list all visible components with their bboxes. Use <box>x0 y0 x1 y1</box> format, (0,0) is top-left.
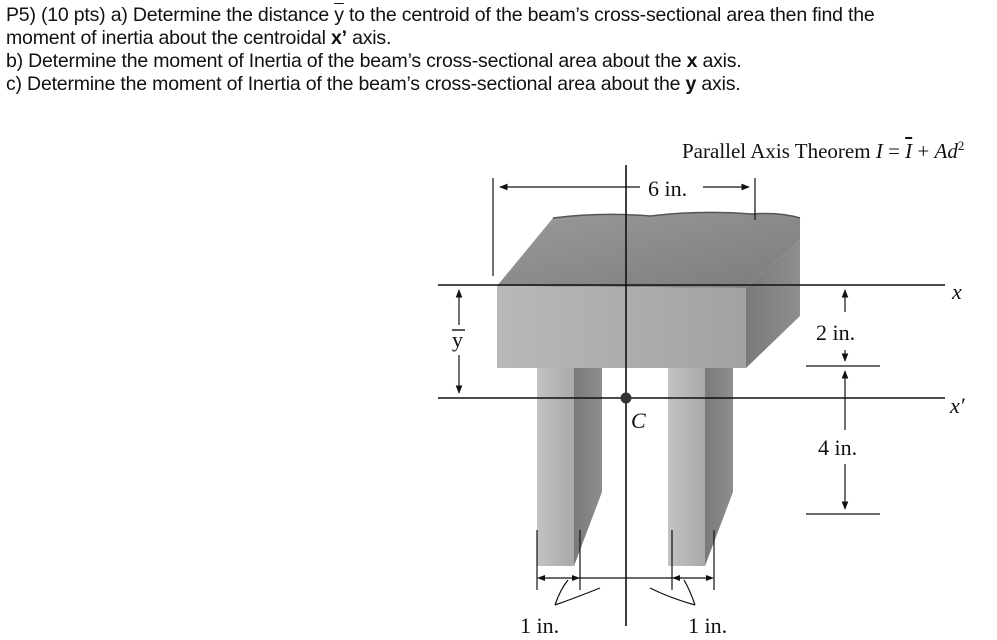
centroid-dot <box>621 393 632 404</box>
formula-ibar: $\overline{I}$ <box>905 139 913 163</box>
flange-front-face <box>497 286 746 368</box>
x-prime-axis-label: x′ <box>950 393 965 418</box>
formula-prefix: Parallel Axis Theorem <box>682 139 871 163</box>
left-web-side-face <box>574 366 602 566</box>
line2-prefix: moment of inertia about the centroidal <box>6 27 326 49</box>
line1-prefix: P5) (10 pts) a) Determine the distance <box>6 4 329 26</box>
right-web <box>668 358 733 566</box>
left-web-label: 1 in. <box>520 613 560 638</box>
left-leader <box>555 580 600 605</box>
right-web-side-face <box>705 366 733 566</box>
web-label: 4 in. <box>818 435 858 460</box>
line2-suffix: axis. <box>352 27 392 49</box>
formula-exp: 2 <box>957 138 965 153</box>
flange-label: 2 in. <box>816 320 856 345</box>
ybar-label: y <box>452 327 463 352</box>
line3-axis: x <box>686 50 698 72</box>
width-label: 6 in. <box>648 176 688 201</box>
line3-prefix: b) Determine the moment of Inertia of the beam’s cross-sectional area about the <box>6 50 682 72</box>
left-web-front-face <box>537 366 574 566</box>
right-web-label: 1 in. <box>688 613 728 638</box>
line1-suffix: to the centroid of the beam’s cross-sectional area then find the <box>348 4 875 26</box>
line2-axis: x’ <box>330 27 347 49</box>
formula-eq: = <box>882 139 906 163</box>
flange <box>497 212 800 368</box>
formula-plus: + <box>912 139 935 163</box>
ybar-symbol: $\overline{y}$ <box>334 4 344 26</box>
formula-lhs: I <box>875 139 883 163</box>
line4-axis: y <box>685 73 697 95</box>
line4-suffix: axis. <box>701 73 741 95</box>
flange-top-face <box>497 212 800 288</box>
formula-ad: Ad <box>934 139 958 163</box>
left-web <box>537 358 602 566</box>
right-web-front-face <box>668 366 705 566</box>
line3-suffix: axis. <box>702 50 742 72</box>
x-axis-label: x <box>952 279 962 304</box>
line4-prefix: c) Determine the moment of Inertia of the beam’s cross-sectional area about the <box>6 73 681 95</box>
centroid-label: C <box>631 408 646 433</box>
